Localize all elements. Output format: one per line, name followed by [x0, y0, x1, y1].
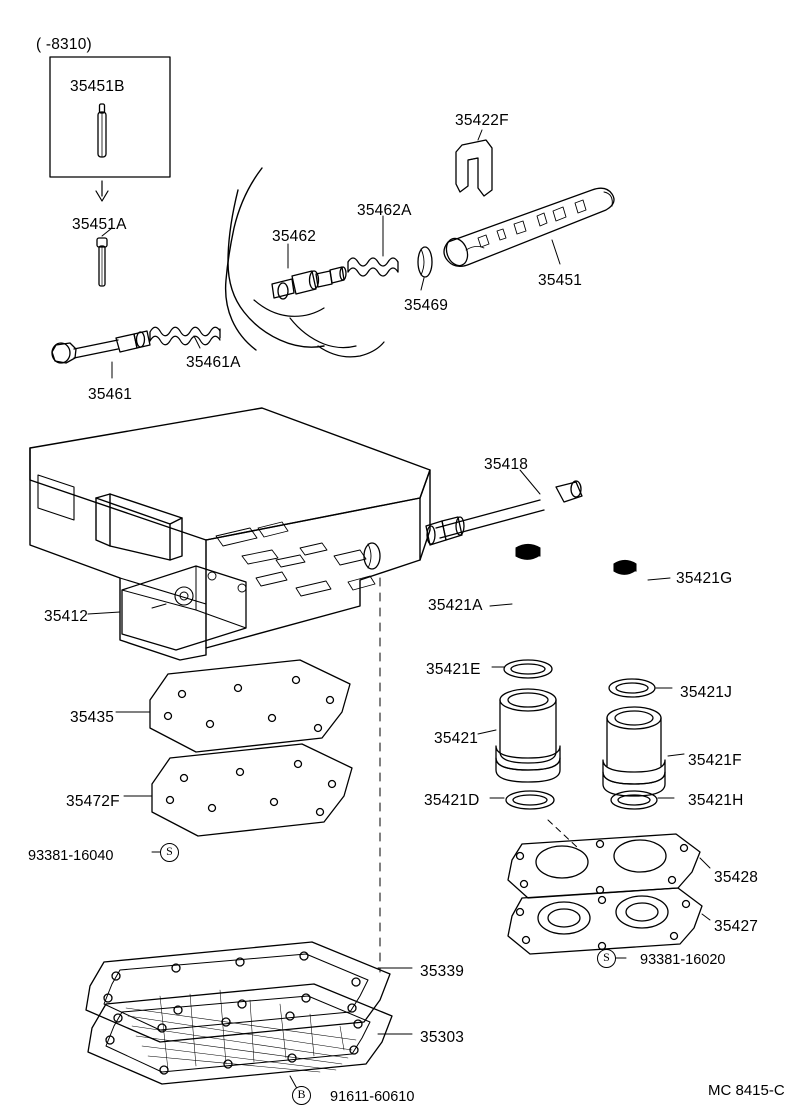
symbol-b-1: B [292, 1086, 311, 1105]
label-35339: 35339 [420, 963, 465, 980]
label-35472f: 35472F [66, 793, 120, 810]
label-35451b: 35451B [70, 78, 125, 95]
label-35451: 35451 [538, 272, 583, 289]
label-35421f: 35421F [688, 752, 742, 769]
symbol-s-2: S [597, 949, 616, 968]
label-35451a: 35451A [72, 216, 127, 233]
label-35421j: 35421J [680, 684, 733, 701]
label-35461: 35461 [88, 386, 133, 403]
part-number-93381-16040: 93381-16040 [28, 848, 114, 864]
label-35461a: 35461A [186, 354, 241, 371]
label-35469: 35469 [404, 297, 449, 314]
label-35421d: 35421D [424, 792, 480, 809]
label-35422f: 35422F [455, 112, 509, 129]
part-number-91611-60610: 91611-60610 [330, 1089, 415, 1105]
label-35427: 35427 [714, 918, 759, 935]
label-35421h: 35421H [688, 792, 744, 809]
label-35462a: 35462A [357, 202, 412, 219]
label-35435: 35435 [70, 709, 115, 726]
label-35303: 35303 [420, 1029, 465, 1046]
label-35421e: 35421E [426, 661, 481, 678]
label-35421a: 35421A [428, 597, 483, 614]
label-35412: 35412 [44, 608, 89, 625]
label-35421g: 35421G [676, 570, 733, 587]
date-note: ( -8310) [36, 36, 92, 53]
symbol-s-1: S [160, 843, 179, 862]
label-35428: 35428 [714, 869, 759, 886]
part-number-93381-16020: 93381-16020 [640, 952, 726, 968]
label-35462: 35462 [272, 228, 317, 245]
label-35421: 35421 [434, 730, 479, 747]
drawing-code: MC 8415-C [708, 1082, 785, 1099]
label-35418: 35418 [484, 456, 529, 473]
